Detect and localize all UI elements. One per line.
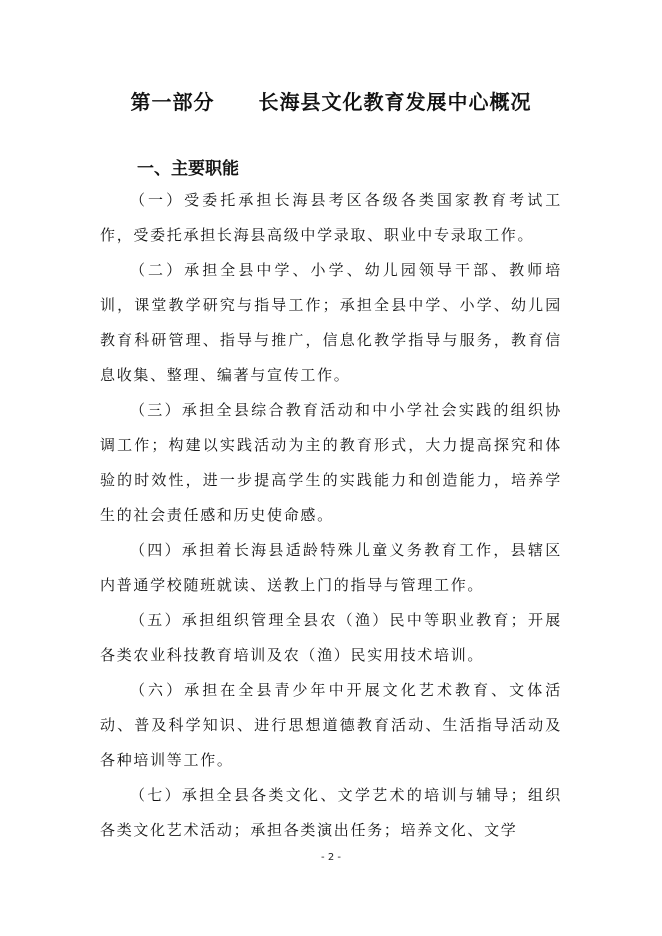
title-name: 长海县文化教育发展中心概况 xyxy=(258,90,532,114)
paragraph-6: （六）承担在全县青少年中开展文化艺术教育、文体活动、普及科学知识、进行思想道德教育活动、生活指导活动及各种培训等工作。 xyxy=(100,681,562,769)
page-number: - 2 - xyxy=(321,852,341,863)
paragraph-2: （二）承担全县中学、小学、幼儿园领导干部、教师培训，课堂教学研究与指导工作；承担全县中学、小学、幼儿园教育科研管理、指导与推广，信息化教学指导与服务，教育信息收集、整理、编著与宣传工作。 xyxy=(100,261,562,384)
page-title xyxy=(0,86,662,115)
paragraph-7: （七）承担全县各类文化、文学艺术的培训与辅导；组织各类文化艺术活动；承担各类演出任务；培养文化、文学 xyxy=(100,786,562,839)
paragraph-5: （五）承担组织管理全县农（渔）民中等职业教育；开展各类农业科技教育培训及农（渔）民实用技术培训。 xyxy=(100,611,562,664)
paragraph-3: （三）承担全县综合教育活动和中小学社会实践的组织协调工作；构建以实践活动为主的教育形式，大力提高探究和体验的时效性，进一步提高学生的实践能力和创造能力，培养学生的社会责任感和历史使命感。 xyxy=(100,401,562,524)
paragraph-4: （四）承担着长海县适龄特殊儿童义务教育工作，县辖区内普通学校随班就读、送教上门的指导与管理工作。 xyxy=(100,541,562,594)
body-text xyxy=(100,183,562,848)
title-part: 第一部分 xyxy=(130,90,215,114)
paragraph-1: （一）受委托承担长海县考区各级各类国家教育考试工作，受委托承担长海县高级中学录取、职业中专录取工作。 xyxy=(100,191,562,244)
section-heading: 一、主要职能 xyxy=(137,159,239,179)
